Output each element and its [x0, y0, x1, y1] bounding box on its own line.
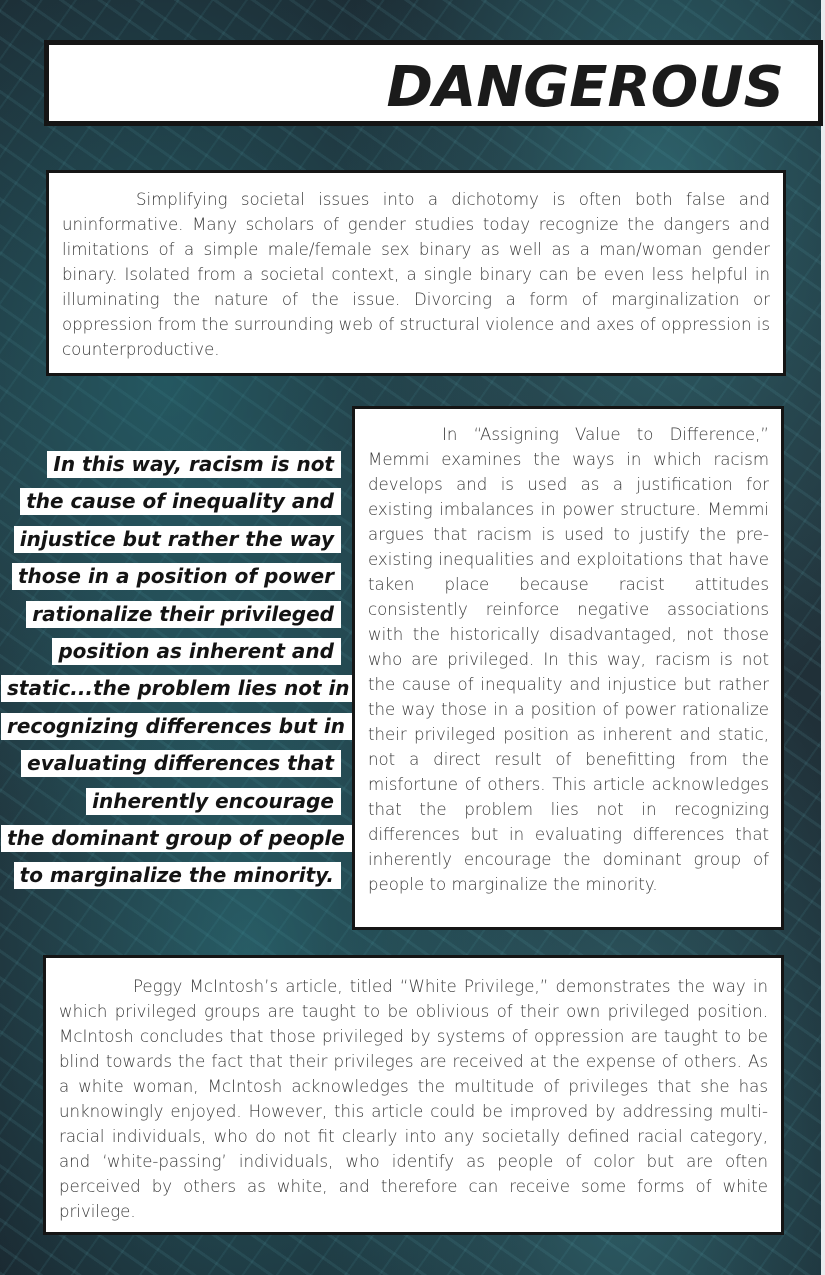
pull-quote-line: inherently encourage — [86, 788, 341, 815]
memmi-paragraph: In “Assigning Value to Difference,” Memmi examines the ways in which racism develops and is used as a justification for existing imbalances in power structure. Memmi argues that racism is used to justify the pre-existing inequalities and exploitations that have taken place because racist attitudes consistently reinforce negative associations with the historically disadvantaged, not those who are privileged. In this way, racism is not the cause of inequality and injustice but rather the way those in a position of power rationalize their privileged position as inherent and static, not a direct result of benefitting from the misfortune of others. This article acknowledges that the problem lies not in recognizing differences but in evaluating differences that inherently encourage the dominant group of people to marginalize the minority. — [368, 425, 769, 894]
pull-quote-line: to marginalize the minority. — [14, 862, 341, 889]
intro-text-box — [46, 170, 786, 376]
mcintosh-paragraph: Peggy McIntosh’s article, titled “White Privilege,” demonstrates the way in which privileged groups are taught to be oblivious of their own privileged position. McIntosh concludes that those privileged by systems of oppression are taught to be blind towards the fact that their privileges are received at the expense of others. As a white woman, McIntosh acknowledges the multitude of privileges that she has unknowingly enjoyed. However, this article could be improved by addressing multi-racial individuals, who do not fit clearly into any societally defined racial category, and ‘white-passing’ individuals, who identify as people of color but are often perceived by others as white, and therefore can receive some forms of white privilege. — [59, 977, 768, 1221]
pull-quote — [1, 451, 350, 900]
intro-paragraph: Simplifying societal issues into a dichotomy is often both false and uninformative. Many scholars of gender studies today recognize the dangers and limitations of a simple male/female sex binary as well as a man/woman gender binary. Isolated from a societal context, a single binary can be even less helpful in illuminating the nature of the issue. Divorcing a form of marginalization or oppression from the surrounding web of structural violence and axes of oppression is counterproductive. — [62, 190, 770, 359]
pull-quote-line: those in a position of power — [12, 563, 341, 590]
pull-quote-line: position as inherent and — [52, 638, 341, 665]
pull-quote-line: In this way, racism is not — [47, 451, 341, 478]
pull-quote-line: static...the problem lies not in — [1, 675, 357, 702]
memmi-text-box — [352, 406, 784, 930]
pull-quote-line: recognizing differences but in — [1, 713, 352, 740]
pull-quote-line: injustice but rather the way — [14, 526, 341, 553]
title-banner — [44, 40, 823, 126]
page-edge-strip — [821, 0, 825, 1275]
pull-quote-line: evaluating differences that — [21, 750, 341, 777]
pull-quote-line: the cause of inequality and — [20, 488, 341, 515]
pull-quote-line: rationalize their privileged — [26, 601, 341, 628]
mcintosh-text-box — [43, 955, 784, 1235]
page-title: DANGEROUS — [386, 55, 784, 120]
pull-quote-line: the dominant group of people — [1, 825, 352, 852]
